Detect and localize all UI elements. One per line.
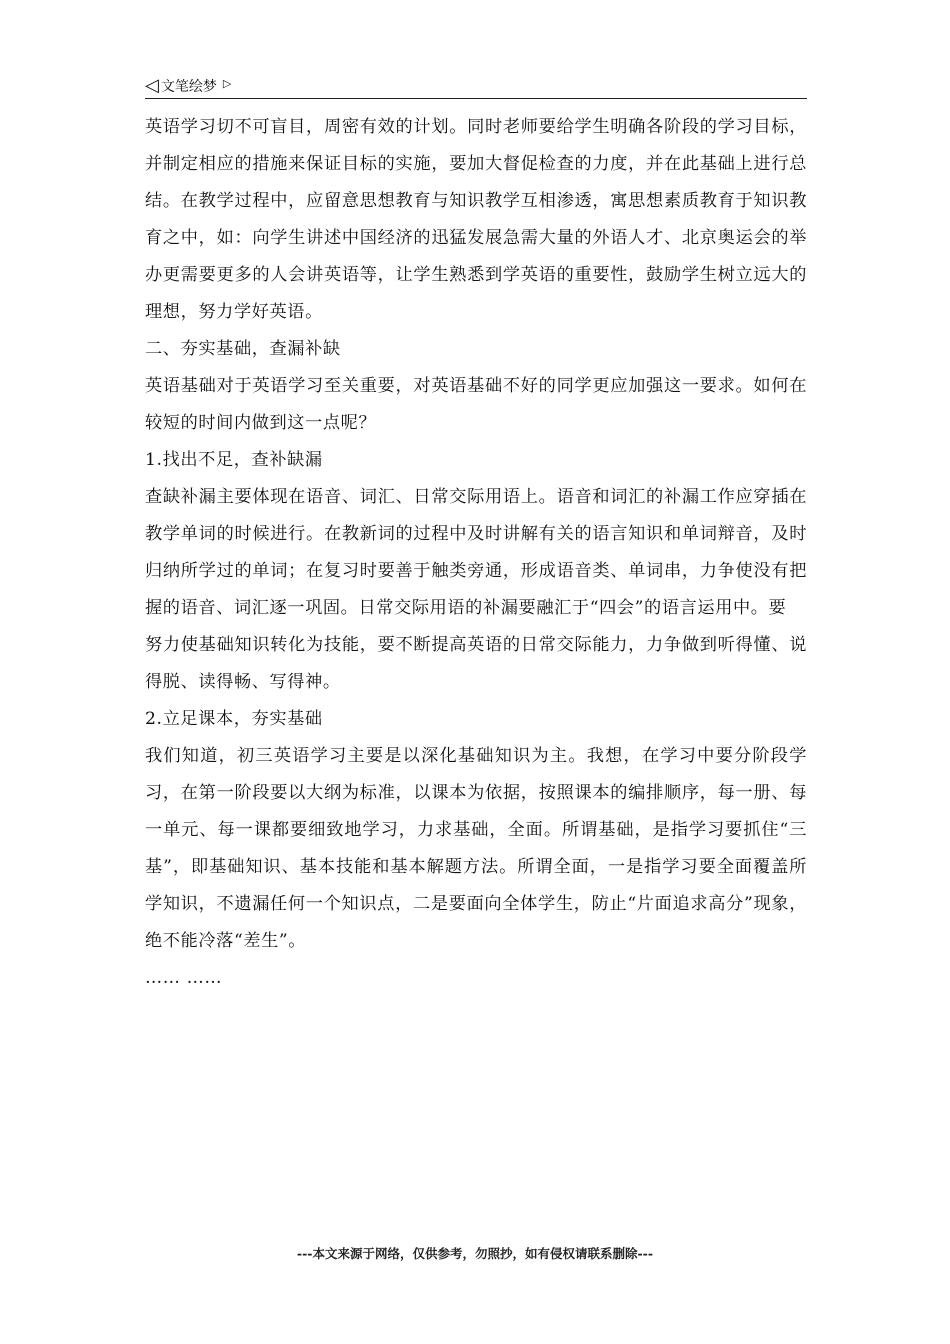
paragraph: 英语学习切不可盲目，周密有效的计划。同时老师要给学生明确各阶段的学习目标，并制定相应的措施来保证目标的实施，要加大督促检查的力度，并在此基础上进行总结。在教学过程中，应留意思想教育与知识教学互相渗透，寓思想素质教育于知识教育之中，如：向学生讲述中国经济的迅猛发展急需大量的外语人才、北京奥运会的举办更需要更多的人会讲英语等，让学生熟悉到学英语的重要性，鼓励学生树立远大的理想，努力学好英语。 [145, 117, 807, 322]
paragraph: 英语基础对于英语学习至关重要，对英语基础不好的同学更应加强这一要求。如何在较短的时间内做到这一点呢？ [145, 376, 807, 433]
paragraph: 我们知道，初三英语学习主要是以深化基础知识为主。我想，在学习中要分阶段学习，在第一阶段要以大纲为标准，以课本为依据，按照课本的编排顺序，每一册、每一单元、每一课都要细致地学习，力求基础，全面。所谓基础，是指学习要抓住“三基”，即基础知识、基本技能和基本解题方法。所谓全面，一是指学习要全面覆盖所学知识，不遗漏任何一个知识点，二是要面向全体学生，防止“片面追求高分”现象，绝不能冷落“差生”。 [145, 746, 807, 951]
paragraph: 努力使基础知识转化为技能，要不断提高英语的日常交际能力，力争做到听得懂、说得脱、读得畅、写得神。 [145, 635, 807, 692]
page-footer: ---本文来源于网络，仅供参考，勿照抄，如有侵权请联系删除--- [296, 1246, 654, 1261]
page-header [145, 74, 807, 99]
ellipsis: …… …… [145, 968, 223, 988]
brand-name: 文笔绘梦 [160, 79, 217, 95]
document-body [145, 109, 807, 997]
triangle-right-icon: ▷ [222, 76, 232, 90]
paragraph: 查缺补漏主要体现在语音、词汇、日常交际用语上。语音和词汇的补漏工作应穿插在教学单词的时候进行。在教新词的过程中及时讲解有关的语言知识和单词辩音，及时归纳所学过的单词；在复习时要善于触类旁通，形成语音类、单词串，力争使没有把握的语音、词汇逐一巩固。日常交际用语的补漏要融汇于“四会”的语言运用中。要 [145, 487, 807, 618]
subsection-heading: 2.立足课本，夯实基础 [145, 709, 323, 729]
section-heading: 二、夯实基础，查漏补缺 [145, 339, 341, 359]
subsection-heading: 1.找出不足，查补缺漏 [145, 450, 323, 470]
triangle-left-icon: ◁ [145, 75, 159, 96]
